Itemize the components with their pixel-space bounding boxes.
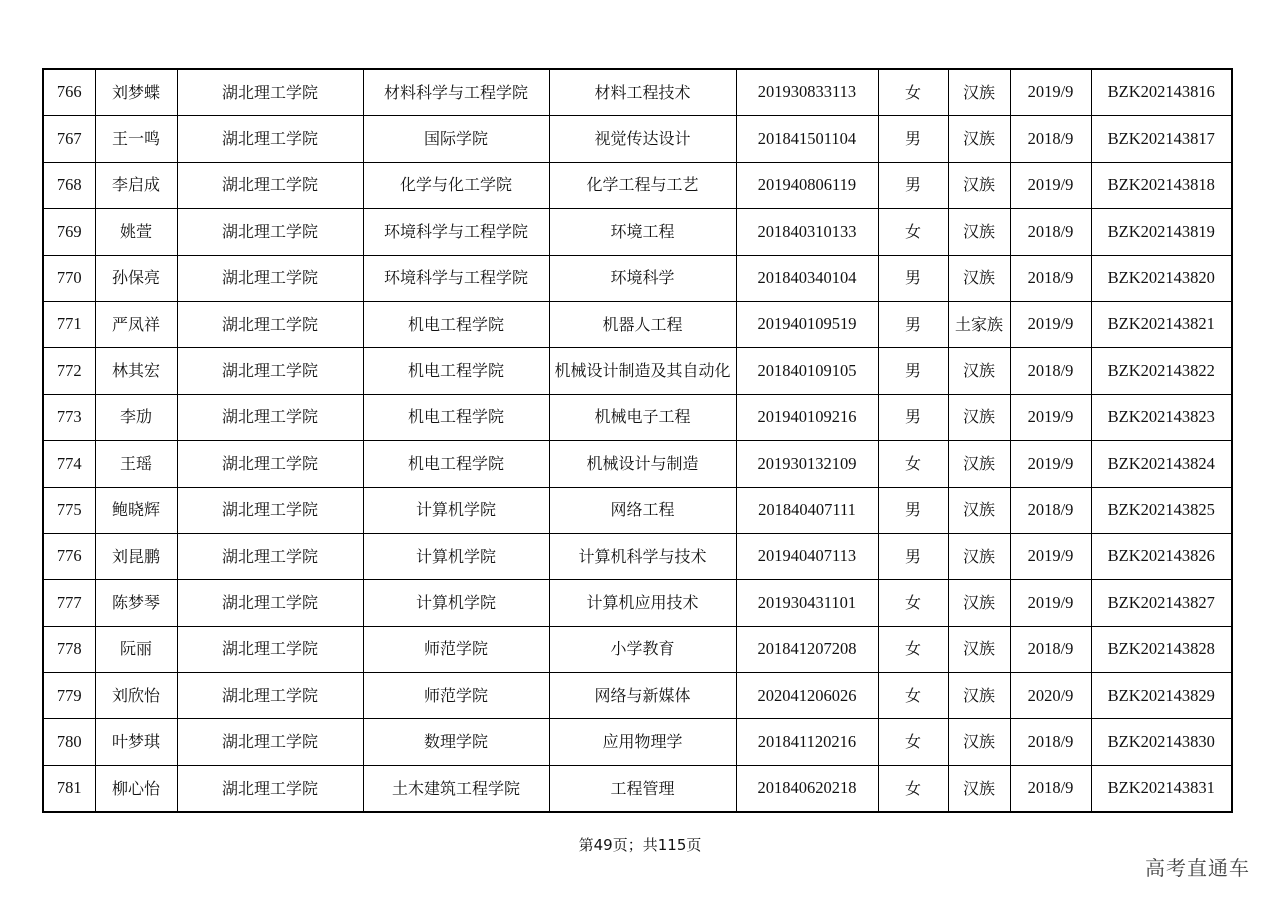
cell-student-id: 201841501104 xyxy=(736,116,878,162)
cell-ethnicity: 汉族 xyxy=(948,533,1010,579)
cell-gender: 女 xyxy=(878,673,948,719)
cell-ethnicity: 汉族 xyxy=(948,162,1010,208)
cell-major: 计算机应用技术 xyxy=(549,580,736,626)
cell-university: 湖北理工学院 xyxy=(177,162,363,208)
cell-row-index: 768 xyxy=(43,162,95,208)
cell-college: 化学与化工学院 xyxy=(363,162,549,208)
cell-student-name: 严凤祥 xyxy=(95,301,177,347)
cell-ethnicity: 汉族 xyxy=(948,580,1010,626)
table-row xyxy=(43,394,1232,440)
cell-student-name: 鲍晓辉 xyxy=(95,487,177,533)
cell-certificate-number: BZK202143827 xyxy=(1091,580,1232,626)
cell-certificate-number: BZK202143822 xyxy=(1091,348,1232,394)
cell-university: 湖北理工学院 xyxy=(177,441,363,487)
cell-student-name: 阮丽 xyxy=(95,626,177,672)
cell-certificate-number: BZK202143823 xyxy=(1091,394,1232,440)
cell-certificate-number: BZK202143821 xyxy=(1091,301,1232,347)
cell-row-index: 774 xyxy=(43,441,95,487)
cell-student-name: 柳心怡 xyxy=(95,765,177,812)
cell-major: 小学教育 xyxy=(549,626,736,672)
cell-enrollment-date: 2018/9 xyxy=(1010,116,1091,162)
watermark-logo: 高考直通车 xyxy=(1145,856,1250,880)
cell-university: 湖北理工学院 xyxy=(177,673,363,719)
table-row xyxy=(43,255,1232,301)
cell-student-id: 201940806119 xyxy=(736,162,878,208)
table-row xyxy=(43,162,1232,208)
cell-enrollment-date: 2019/9 xyxy=(1010,580,1091,626)
cell-student-id: 201840407111 xyxy=(736,487,878,533)
table-row xyxy=(43,301,1232,347)
cell-major: 环境工程 xyxy=(549,209,736,255)
cell-enrollment-date: 2019/9 xyxy=(1010,301,1091,347)
cell-enrollment-date: 2019/9 xyxy=(1010,162,1091,208)
student-table xyxy=(42,68,1233,813)
cell-college: 计算机学院 xyxy=(363,487,549,533)
cell-university: 湖北理工学院 xyxy=(177,765,363,812)
cell-student-name: 刘梦蝶 xyxy=(95,69,177,116)
cell-student-id: 201840310133 xyxy=(736,209,878,255)
cell-gender: 女 xyxy=(878,441,948,487)
cell-student-name: 陈梦琴 xyxy=(95,580,177,626)
cell-student-name: 刘欣怡 xyxy=(95,673,177,719)
cell-college: 师范学院 xyxy=(363,673,549,719)
page-number: 第49页；共115页 xyxy=(578,836,702,854)
table-row xyxy=(43,441,1232,487)
cell-student-id: 201940407113 xyxy=(736,533,878,579)
cell-university: 湖北理工学院 xyxy=(177,626,363,672)
cell-enrollment-date: 2018/9 xyxy=(1010,765,1091,812)
cell-enrollment-date: 2018/9 xyxy=(1010,487,1091,533)
cell-enrollment-date: 2018/9 xyxy=(1010,209,1091,255)
cell-enrollment-date: 2020/9 xyxy=(1010,673,1091,719)
cell-university: 湖北理工学院 xyxy=(177,209,363,255)
cell-enrollment-date: 2018/9 xyxy=(1010,255,1091,301)
cell-certificate-number: BZK202143818 xyxy=(1091,162,1232,208)
cell-gender: 女 xyxy=(878,209,948,255)
cell-college: 环境科学与工程学院 xyxy=(363,255,549,301)
cell-student-name: 王瑶 xyxy=(95,441,177,487)
cell-certificate-number: BZK202143828 xyxy=(1091,626,1232,672)
cell-enrollment-date: 2018/9 xyxy=(1010,626,1091,672)
cell-row-index: 766 xyxy=(43,69,95,116)
cell-college: 计算机学院 xyxy=(363,580,549,626)
cell-student-id: 201930833113 xyxy=(736,69,878,116)
cell-university: 湖北理工学院 xyxy=(177,255,363,301)
cell-student-name: 刘昆鹏 xyxy=(95,533,177,579)
cell-ethnicity: 汉族 xyxy=(948,116,1010,162)
cell-gender: 男 xyxy=(878,162,948,208)
cell-ethnicity: 土家族 xyxy=(948,301,1010,347)
cell-student-id: 201841207208 xyxy=(736,626,878,672)
cell-row-index: 771 xyxy=(43,301,95,347)
cell-college: 机电工程学院 xyxy=(363,301,549,347)
cell-major: 环境科学 xyxy=(549,255,736,301)
cell-student-id: 201840620218 xyxy=(736,765,878,812)
cell-row-index: 775 xyxy=(43,487,95,533)
cell-row-index: 779 xyxy=(43,673,95,719)
cell-ethnicity: 汉族 xyxy=(948,255,1010,301)
cell-certificate-number: BZK202143819 xyxy=(1091,209,1232,255)
cell-enrollment-date: 2018/9 xyxy=(1010,348,1091,394)
cell-gender: 女 xyxy=(878,69,948,116)
cell-gender: 男 xyxy=(878,348,948,394)
cell-college: 机电工程学院 xyxy=(363,394,549,440)
cell-university: 湖北理工学院 xyxy=(177,348,363,394)
cell-ethnicity: 汉族 xyxy=(948,394,1010,440)
cell-major: 机械电子工程 xyxy=(549,394,736,440)
cell-ethnicity: 汉族 xyxy=(948,673,1010,719)
table-row xyxy=(43,626,1232,672)
cell-major: 机械设计与制造 xyxy=(549,441,736,487)
cell-gender: 女 xyxy=(878,719,948,765)
cell-certificate-number: BZK202143830 xyxy=(1091,719,1232,765)
cell-gender: 男 xyxy=(878,487,948,533)
table-row xyxy=(43,765,1232,812)
cell-ethnicity: 汉族 xyxy=(948,719,1010,765)
cell-certificate-number: BZK202143825 xyxy=(1091,487,1232,533)
cell-gender: 男 xyxy=(878,255,948,301)
cell-student-id: 201840340104 xyxy=(736,255,878,301)
cell-row-index: 773 xyxy=(43,394,95,440)
cell-college: 材料科学与工程学院 xyxy=(363,69,549,116)
cell-gender: 男 xyxy=(878,533,948,579)
cell-student-id: 201930431101 xyxy=(736,580,878,626)
cell-student-id: 201841120216 xyxy=(736,719,878,765)
cell-student-name: 叶梦琪 xyxy=(95,719,177,765)
table-row xyxy=(43,116,1232,162)
table-row xyxy=(43,69,1232,116)
cell-enrollment-date: 2019/9 xyxy=(1010,69,1091,116)
cell-university: 湖北理工学院 xyxy=(177,301,363,347)
cell-university: 湖北理工学院 xyxy=(177,487,363,533)
cell-major: 视觉传达设计 xyxy=(549,116,736,162)
cell-student-id: 201940109519 xyxy=(736,301,878,347)
cell-major: 机械设计制造及其自动化 xyxy=(549,348,736,394)
cell-college: 机电工程学院 xyxy=(363,348,549,394)
cell-row-index: 772 xyxy=(43,348,95,394)
cell-student-name: 孙保亮 xyxy=(95,255,177,301)
cell-certificate-number: BZK202143816 xyxy=(1091,69,1232,116)
cell-college: 机电工程学院 xyxy=(363,441,549,487)
cell-certificate-number: BZK202143820 xyxy=(1091,255,1232,301)
cell-major: 网络与新媒体 xyxy=(549,673,736,719)
cell-major: 应用物理学 xyxy=(549,719,736,765)
cell-university: 湖北理工学院 xyxy=(177,719,363,765)
cell-major: 计算机科学与技术 xyxy=(549,533,736,579)
cell-certificate-number: BZK202143829 xyxy=(1091,673,1232,719)
table-row xyxy=(43,673,1232,719)
cell-student-id: 201840109105 xyxy=(736,348,878,394)
cell-college: 计算机学院 xyxy=(363,533,549,579)
cell-row-index: 776 xyxy=(43,533,95,579)
cell-row-index: 781 xyxy=(43,765,95,812)
cell-row-index: 769 xyxy=(43,209,95,255)
cell-college: 环境科学与工程学院 xyxy=(363,209,549,255)
cell-gender: 男 xyxy=(878,394,948,440)
cell-enrollment-date: 2019/9 xyxy=(1010,441,1091,487)
cell-gender: 女 xyxy=(878,765,948,812)
cell-row-index: 777 xyxy=(43,580,95,626)
cell-college: 师范学院 xyxy=(363,626,549,672)
cell-row-index: 780 xyxy=(43,719,95,765)
cell-row-index: 767 xyxy=(43,116,95,162)
cell-major: 化学工程与工艺 xyxy=(549,162,736,208)
cell-college: 国际学院 xyxy=(363,116,549,162)
table-row xyxy=(43,533,1232,579)
cell-major: 材料工程技术 xyxy=(549,69,736,116)
cell-major: 工程管理 xyxy=(549,765,736,812)
cell-university: 湖北理工学院 xyxy=(177,116,363,162)
cell-ethnicity: 汉族 xyxy=(948,69,1010,116)
cell-university: 湖北理工学院 xyxy=(177,394,363,440)
table-row xyxy=(43,348,1232,394)
cell-university: 湖北理工学院 xyxy=(177,580,363,626)
cell-gender: 女 xyxy=(878,626,948,672)
cell-ethnicity: 汉族 xyxy=(948,209,1010,255)
cell-student-id: 201940109216 xyxy=(736,394,878,440)
cell-student-id: 202041206026 xyxy=(736,673,878,719)
cell-gender: 男 xyxy=(878,301,948,347)
cell-certificate-number: BZK202143824 xyxy=(1091,441,1232,487)
cell-ethnicity: 汉族 xyxy=(948,626,1010,672)
cell-certificate-number: BZK202143817 xyxy=(1091,116,1232,162)
cell-certificate-number: BZK202143826 xyxy=(1091,533,1232,579)
student-table-container xyxy=(42,68,1231,813)
cell-student-name: 王一鸣 xyxy=(95,116,177,162)
cell-college: 数理学院 xyxy=(363,719,549,765)
cell-college: 土木建筑工程学院 xyxy=(363,765,549,812)
table-row xyxy=(43,719,1232,765)
cell-enrollment-date: 2019/9 xyxy=(1010,533,1091,579)
cell-student-name: 姚萱 xyxy=(95,209,177,255)
cell-certificate-number: BZK202143831 xyxy=(1091,765,1232,812)
table-row xyxy=(43,580,1232,626)
table-row xyxy=(43,487,1232,533)
cell-gender: 男 xyxy=(878,116,948,162)
cell-row-index: 770 xyxy=(43,255,95,301)
cell-student-name: 林其宏 xyxy=(95,348,177,394)
cell-university: 湖北理工学院 xyxy=(177,533,363,579)
table-row xyxy=(43,209,1232,255)
cell-major: 机器人工程 xyxy=(549,301,736,347)
cell-row-index: 778 xyxy=(43,626,95,672)
cell-ethnicity: 汉族 xyxy=(948,487,1010,533)
cell-enrollment-date: 2019/9 xyxy=(1010,394,1091,440)
cell-ethnicity: 汉族 xyxy=(948,765,1010,812)
cell-ethnicity: 汉族 xyxy=(948,348,1010,394)
cell-student-name: 李启成 xyxy=(95,162,177,208)
cell-student-id: 201930132109 xyxy=(736,441,878,487)
cell-enrollment-date: 2018/9 xyxy=(1010,719,1091,765)
table-body xyxy=(43,69,1232,812)
cell-major: 网络工程 xyxy=(549,487,736,533)
cell-student-name: 李劢 xyxy=(95,394,177,440)
cell-university: 湖北理工学院 xyxy=(177,69,363,116)
cell-gender: 女 xyxy=(878,580,948,626)
cell-ethnicity: 汉族 xyxy=(948,441,1010,487)
